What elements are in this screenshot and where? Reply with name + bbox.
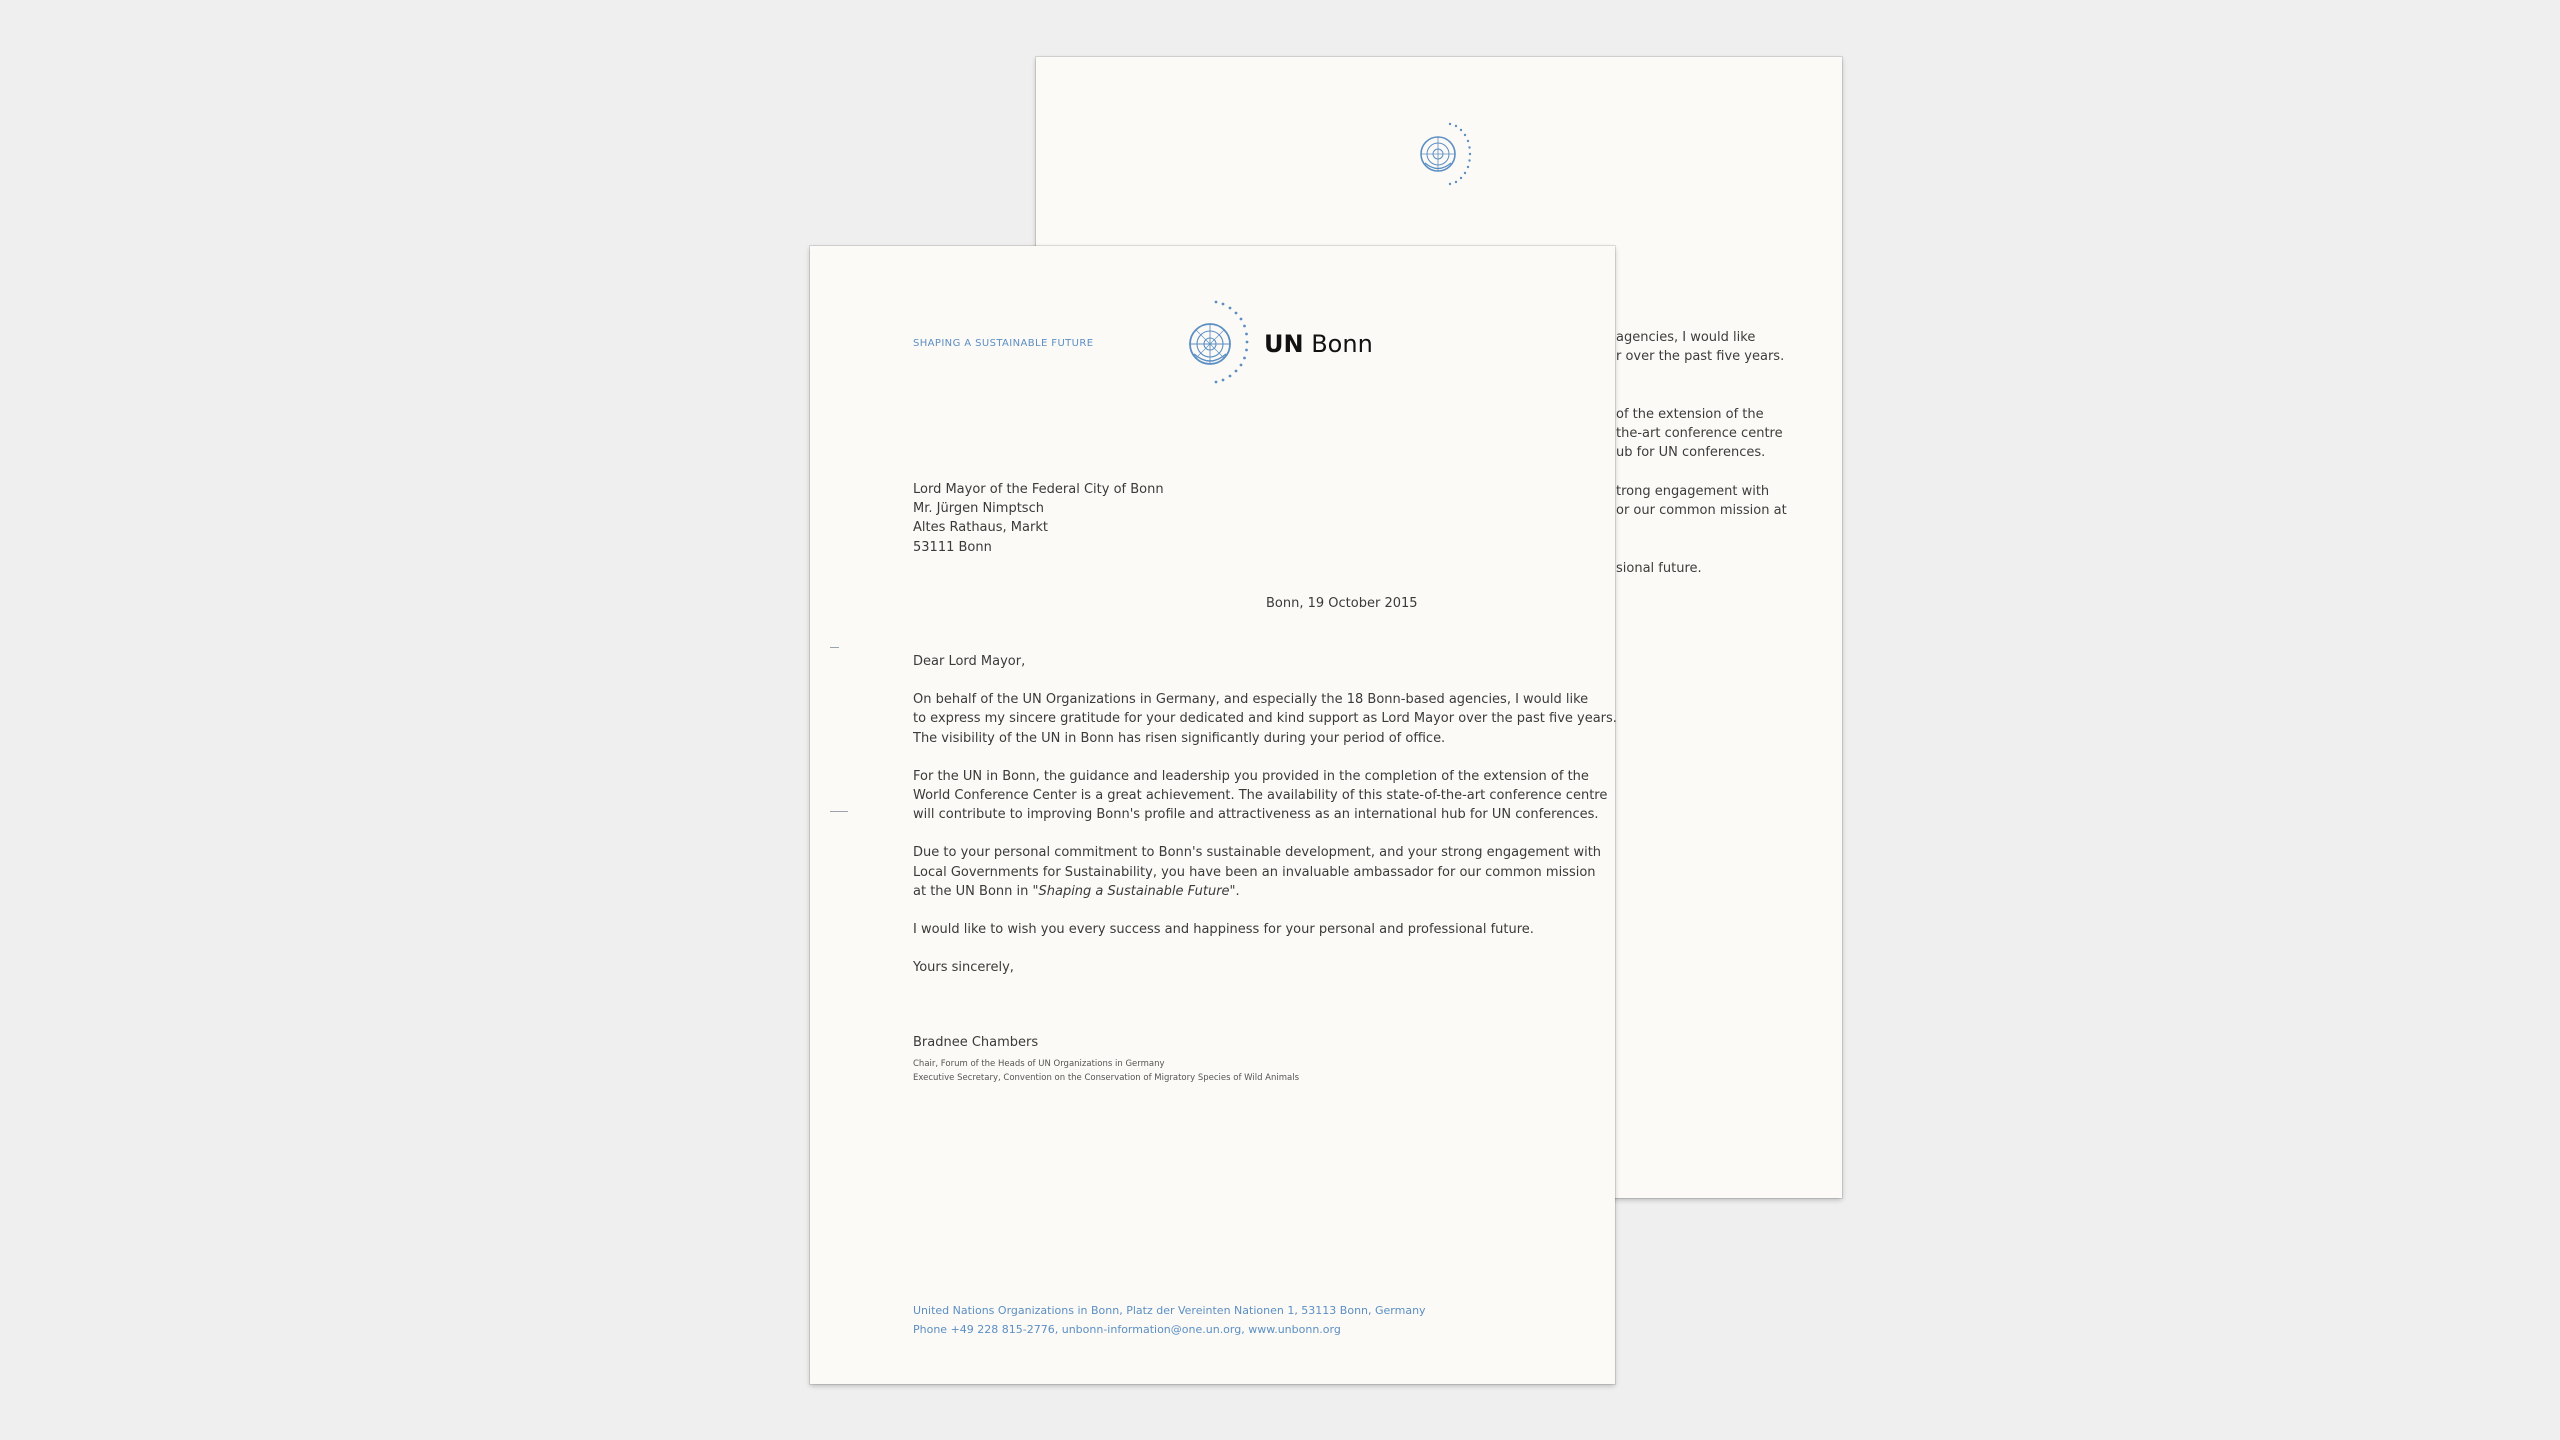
back-text-line: the-art conference centre: [1616, 426, 1783, 441]
paragraph: [913, 843, 1602, 901]
text-line: Due to your personal commitment to Bonn's sustainable development, and your strong engagement with: [913, 845, 1602, 861]
back-text-line: or our common mission at: [1616, 503, 1787, 518]
italic-motto: Shaping a Sustainable Future: [1038, 883, 1230, 899]
back-text-line: agencies, I would like: [1616, 330, 1756, 345]
text-line: Local Governments for Sustainability, you have been an invaluable ambassador for our common mission: [913, 864, 1596, 880]
back-text-line: sional future.: [1616, 561, 1702, 576]
un-emblem-icon: [1182, 299, 1258, 389]
back-text-line: trong engagement with: [1616, 484, 1770, 499]
text-line: World Conference Center is a great achievement. The availability of this state-of-the-art conference centre: [913, 788, 1608, 804]
closing: Yours sincerely,: [913, 960, 1014, 976]
salutation: Dear Lord Mayor,: [913, 654, 1026, 669]
text-line: will contribute to improving Bonn's profile and attractiveness as an international hub for UN conferences.: [913, 807, 1599, 823]
recipient-address: [913, 480, 1164, 557]
paragraph: I would like to wish you every success and happiness for your personal and professional future.: [913, 922, 1534, 938]
footer-address: United Nations Organizations in Bonn, Platz der Vereinten Nationen 1, 53113 Bonn, Germany: [913, 1304, 1426, 1317]
text-line: For the UN in Bonn, the guidance and leadership you provided in the completion of the extension of the: [913, 768, 1589, 784]
text-run: at the UN Bonn in ": [913, 883, 1039, 899]
tagline: SHAPING A SUSTAINABLE FUTURE: [913, 338, 1094, 349]
punch-mark: [830, 811, 848, 812]
address-line: Mr. Jürgen Nimptsch: [913, 501, 1044, 517]
un-emblem-icon: [1412, 119, 1482, 189]
brand-rest: Bonn: [1311, 330, 1373, 358]
paragraph: [913, 690, 1617, 748]
brand-strong: UN: [1264, 330, 1304, 358]
text-line: The visibility of the UN in Bonn has risen significantly during your period of office.: [913, 730, 1446, 746]
paragraph: [913, 767, 1608, 825]
address-line: Altes Rathaus, Markt: [913, 520, 1048, 536]
signatory-title: Executive Secretary, Convention on the Conservation of Migratory Species of Wild Animals: [913, 1073, 1300, 1083]
text-run: ".: [1229, 883, 1240, 899]
address-line: 53111 Bonn: [913, 539, 992, 555]
text-line: to express my sincere gratitude for your dedicated and kind support as Lord Mayor over the past five years.: [913, 711, 1617, 727]
back-text-line: of the extension of the: [1616, 407, 1764, 422]
brand-name: [1264, 330, 1373, 358]
back-text-line: ub for UN conferences.: [1616, 445, 1766, 460]
back-text-line: r over the past five years.: [1616, 349, 1785, 364]
fold-mark: [830, 647, 839, 648]
address-line: Lord Mayor of the Federal City of Bonn: [913, 482, 1164, 497]
letter-date: Bonn, 19 October 2015: [1266, 596, 1418, 611]
signatory-title: Chair, Forum of the Heads of UN Organizations in Germany: [913, 1059, 1165, 1069]
text-line: On behalf of the UN Organizations in Germany, and especially the 18 Bonn-based agencies, I would like: [913, 692, 1589, 708]
footer-contact: Phone +49 228 815-2776, unbonn-information@one.un.org, www.unbonn.org: [913, 1323, 1341, 1336]
text-line: [913, 882, 1553, 901]
signatory-name: Bradnee Chambers: [913, 1035, 1039, 1050]
letter-page-front: [810, 246, 1615, 1384]
letter-body: [913, 652, 1617, 996]
